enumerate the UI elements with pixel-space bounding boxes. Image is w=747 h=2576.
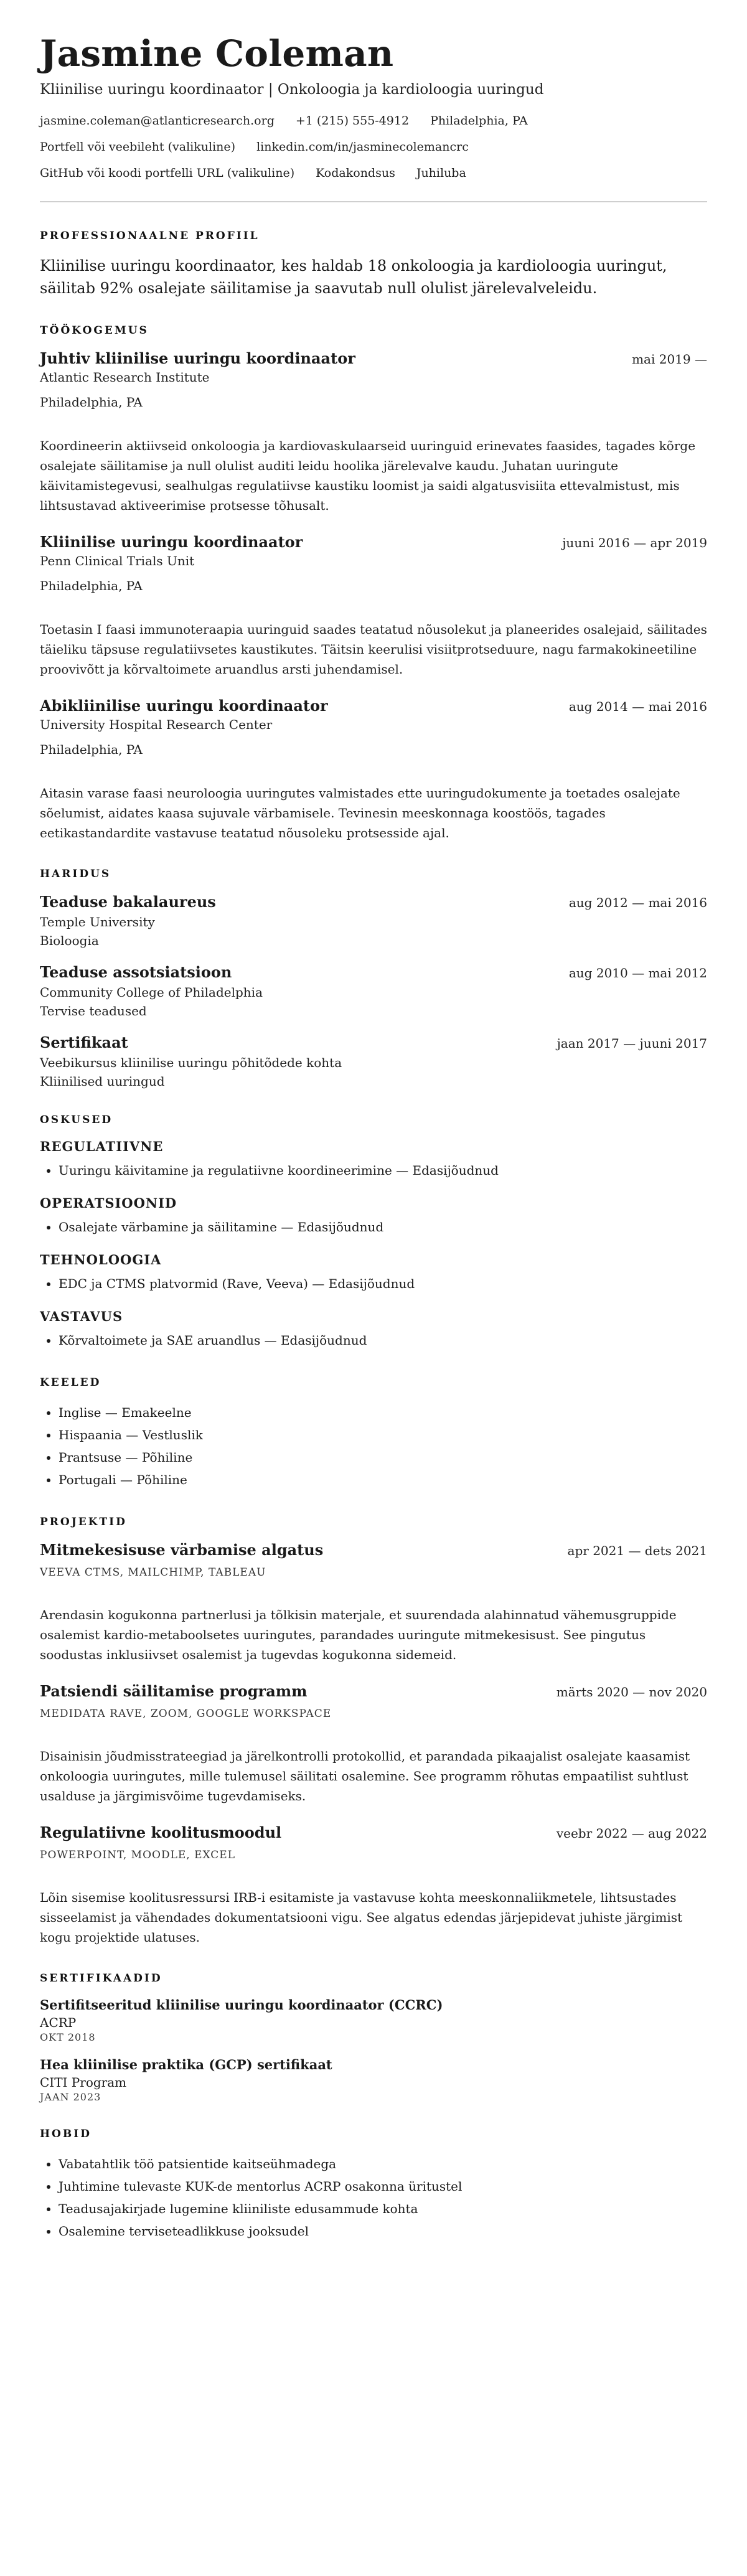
profile-section — [40, 230, 707, 299]
job-dates: aug 2014 — mai 2016 — [568, 698, 707, 714]
languages-list — [40, 1401, 707, 1491]
field-of-study: Bioloogia — [40, 933, 99, 948]
hobbies-list — [40, 2153, 707, 2242]
section-title: HARIDUS — [40, 867, 111, 880]
project-name: Patsiendi säilitamise programm — [40, 1681, 308, 1700]
hobby-item: • Vabatahtlik töö patsientide kaitseühmadega — [59, 2153, 707, 2175]
job-description: Koordineerin aktiivseid onkoloogia ja kardiovaskulaarseid uuringuid erinevates faasides, tagades kõrge osalejate säilitamise ja null olulist auditi leidu hoolika järelevalve kaudu. Juhatan uuringute käivitamistegevusi, sealhulgas regulatiivse kaustiku loomist ja saidi algatusvisiita ettevalmistust, mis lihtsustavad aktiveerimise protsesse tõhusalt. — [40, 438, 696, 513]
contact-phone[interactable]: +1 (215) 555-4912 — [295, 113, 410, 128]
education-entry — [40, 893, 707, 948]
certificate-issuer: CITI Program — [40, 2074, 127, 2090]
skills-section — [40, 1114, 707, 1351]
contact-email[interactable]: jasmine.coleman@atlanticresearch.org — [40, 113, 275, 128]
certificate-name: Hea kliinilise praktika (GCP) sertifikaat — [40, 2056, 332, 2072]
field-of-study: Tervise teadused — [40, 1003, 147, 1018]
project-description: Lõin sisemise koolitusressursi IRB-i esitamiste ja vastavuse kohta meeskonnaliikmetele, lihtsustades sisseelamist ja vähendades dokumentatsiooni vigu. See algatus edendas järjepidevat juhiste järgimist kogu projektide ulatuses. — [40, 1889, 683, 1945]
section-title: TÖÖKOGEMUS — [40, 324, 149, 337]
job-title: Juhtiv kliinilise uuringu koordinaator — [40, 349, 355, 367]
language-item: • Inglise — Emakeelne — [59, 1401, 707, 1424]
certificate-issuer: ACRP — [40, 2014, 77, 2030]
project-tools: MEDIDATA RAVE, ZOOM, GOOGLE WORKSPACE — [40, 1707, 332, 1720]
skill-group-title: OPERATSIOONID — [40, 1195, 177, 1211]
experience-entry — [40, 533, 707, 679]
school: Community College of Philadelphia — [40, 984, 263, 1000]
project-name: Regulatiivne koolitusmoodul — [40, 1823, 282, 1841]
job-dates: mai 2019 — — [632, 351, 707, 367]
certificates-section — [40, 1972, 707, 2103]
contact-linkedin[interactable]: linkedin.com/in/jasminecolemancrc — [256, 139, 469, 154]
hobby-item: • Teadusajakirjade lugemine kliiniliste edusammude kohta — [59, 2198, 707, 2220]
languages-section — [40, 1376, 707, 1491]
employer: Penn Clinical Trials Unit — [40, 553, 195, 568]
job-title: Kliinilise uuringu koordinaator — [40, 532, 303, 551]
skill-group-title: VASTAVUS — [40, 1308, 123, 1324]
job-description: Aitasin varase faasi neuroloogia uuringutes valmistades ette uuringudokumente ja toetades osalejate sõelumist, aidates kaasa sujuvale värbamisele. Tevinesin meeskonnaga koostöös, tagades eetikastandardite vastavuse teatatud nõusoleku protsesside ajal. — [40, 785, 680, 840]
language-item: • Hispaania — Vestluslik — [59, 1424, 707, 1446]
project-entry — [40, 1682, 707, 1806]
project-dates: apr 2021 — dets 2021 — [567, 1543, 707, 1558]
school: Veebikursus kliinilise uuringu põhitõdede kohta — [40, 1055, 342, 1070]
section-title: PROJEKTID — [40, 1515, 127, 1528]
contact-citizenship: Kodakondsus — [316, 166, 395, 180]
project-dates: veebr 2022 — aug 2022 — [556, 1825, 707, 1841]
job-location: Philadelphia, PA — [40, 394, 143, 410]
education-entry — [40, 1033, 707, 1089]
contact-row — [40, 114, 707, 128]
employer: University Hospital Research Center — [40, 717, 273, 732]
job-dates: juuni 2016 — apr 2019 — [562, 535, 707, 550]
contact-location: Philadelphia, PA — [430, 113, 528, 128]
header-divider — [40, 201, 707, 202]
contact-github: GitHub või koodi portfelli URL (valikuline) — [40, 166, 295, 180]
project-description: Disainisin jõudmisstrateegiad ja järelkontrolli protokollid, et parandada pikaajalist osalejate kaasamist onkoloogia uuringutes, mille tulemusel säilitati osalemine. See programm rõhutas empaatilist suhtlust usalduse ja järgimisvõime tugevdamiseks. — [40, 1748, 690, 1803]
certificate-date: OKT 2018 — [40, 2031, 96, 2043]
hobby-item: • Osalemine terviseteadlikkuse jooksudel — [59, 2220, 707, 2242]
education-section — [40, 868, 707, 1089]
school: Temple University — [40, 914, 155, 929]
skill-group-title: TEHNOLOOGIA — [40, 1251, 162, 1267]
projects-section — [40, 1516, 707, 1947]
skill-group — [40, 1309, 707, 1351]
skill-item: • EDC ja CTMS platvormid (Rave, Veeva) — Edasijõudnud — [59, 1272, 707, 1295]
section-title: HOBID — [40, 2127, 92, 2140]
hobby-item: • Juhtimine tulevaste KUK-de mentorlus ACRP osakonna üritustel — [59, 2175, 707, 2198]
experience-entry — [40, 697, 707, 843]
job-location: Philadelphia, PA — [40, 578, 143, 593]
project-entry — [40, 1823, 707, 1947]
skill-group-title: REGULATIIVNE — [40, 1138, 164, 1154]
contact-row — [40, 166, 707, 180]
skill-item: • Osalejate värbamine ja säilitamine — Edasijõudnud — [59, 1216, 707, 1238]
education-entry — [40, 963, 707, 1018]
experience-entry — [40, 349, 707, 515]
hobbies-section — [40, 2128, 707, 2242]
section-title: KEELED — [40, 1376, 101, 1389]
certificate-entry — [40, 1997, 707, 2043]
project-entry — [40, 1541, 707, 1665]
job-title: Abikliinilise uuringu koordinaator — [40, 696, 328, 715]
education-dates: aug 2010 — mai 2012 — [568, 965, 707, 980]
skill-item: • Kõrvaltoimete ja SAE aruandlus — Edasijõudnud — [59, 1329, 707, 1351]
employer: Atlantic Research Institute — [40, 369, 210, 385]
project-description: Arendasin kogukonna partnerlusi ja tõlkisin materjale, et suurendada alahinnatud vähemusgruppide osalemist kardio-metaboolsetes uuringutes, parandades uuringute mitmekesisust. See pingutus soodustas inklusiivset osalemist ja tugevdas kogukonna sidemeid. — [40, 1607, 677, 1662]
project-dates: märts 2020 — nov 2020 — [556, 1684, 707, 1699]
contact-license: Juhiluba — [416, 166, 466, 180]
skill-group — [40, 1252, 707, 1295]
education-dates: jaan 2017 — juuni 2017 — [557, 1035, 707, 1051]
headline: Kliinilise uuringu koordinaator | Onkoloogia ja kardioloogia uuringud — [40, 81, 544, 98]
contact-row — [40, 140, 707, 154]
language-item: • Portugali — Põhiline — [59, 1469, 707, 1491]
degree: Sertifikaat — [40, 1033, 128, 1051]
field-of-study: Kliinilised uuringud — [40, 1073, 165, 1089]
education-dates: aug 2012 — mai 2016 — [568, 895, 707, 910]
section-title: PROFESSIONAALNE PROFIIL — [40, 229, 260, 242]
experience-section — [40, 324, 707, 843]
language-item: • Prantsuse — Põhiline — [59, 1446, 707, 1469]
section-title: SERTIFIKAADID — [40, 1972, 162, 1985]
contact-portfolio: Portfell või veebileht (valikuline) — [40, 139, 236, 154]
skill-group — [40, 1195, 707, 1238]
certificate-entry — [40, 2057, 707, 2103]
skill-item: • Uuringu käivitamine ja regulatiivne koordineerimine — Edasijõudnud — [59, 1159, 707, 1182]
job-description: Toetasin I faasi immunoteraapia uuringuid saades teatatud nõusolekut ja planeerides osalejaid, säilitades täieliku täpsuse regulatiivsetes kaustikutes. Täitsin keerulisi visiitprotseduure, nagu farmakokineetiline proovivõtt ja kõrvaltoimete aruandlus arsti juhendamisel. — [40, 621, 707, 677]
degree: Teaduse assotsiatsioon — [40, 962, 232, 981]
profile-summary: Kliinilise uuringu koordinaator, kes haldab 18 onkoloogia ja kardioloogia uuringut, säilitab 92% osalejate säilitamise ja saavutab null olulist järelevalveleidu. — [40, 256, 667, 297]
section-title: OSKUSED — [40, 1113, 113, 1126]
certificate-name: Sertifitseeritud kliinilise uuringu koordinaator (CCRC) — [40, 1996, 443, 2013]
resume-header — [40, 32, 707, 180]
project-name: Mitmekesisuse värbamise algatus — [40, 1540, 324, 1559]
degree: Teaduse bakalaureus — [40, 892, 216, 911]
project-tools: POWERPOINT, MOODLE, EXCEL — [40, 1848, 236, 1861]
project-tools: VEEVA CTMS, MAILCHIMP, TABLEAU — [40, 1566, 266, 1579]
candidate-name: Jasmine Coleman — [40, 32, 394, 75]
job-location: Philadelphia, PA — [40, 741, 143, 757]
certificate-date: JAAN 2023 — [40, 2090, 101, 2103]
skill-group — [40, 1139, 707, 1182]
